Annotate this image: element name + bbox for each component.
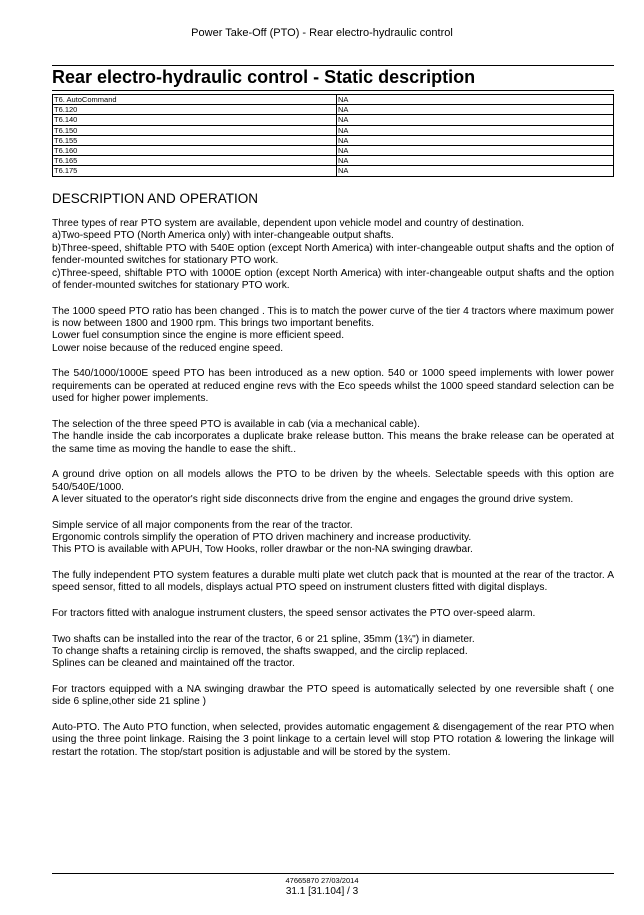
- footer-document-reference: 47665870 27/03/2014: [285, 876, 359, 885]
- footer-page-reference: 31.1 [31.104] / 3: [285, 886, 359, 897]
- description-paragraph: [52, 722, 614, 759]
- paragraph-line: The handle inside the cab incorporates a duplicate brake release button. This means the brake release can be operated at the same time as moving the handle to ease the shift..: [52, 431, 614, 455]
- section-title: Rear electro-hydraulic control - Static description: [52, 67, 476, 87]
- applicability-cell: NA: [337, 135, 614, 145]
- table-row: [53, 156, 614, 166]
- table-row: [53, 135, 614, 145]
- model-cell: T6.160: [53, 145, 337, 155]
- description-paragraph: [52, 368, 614, 405]
- footer-rule: [52, 873, 614, 874]
- paragraph-line: Three types of rear PTO system are available, dependent upon vehicle model and country of destination.: [52, 218, 525, 229]
- paragraph-line: b)Three-speed, shiftable PTO with 540E option (except North America) with inter-changeable output shafts and the option of fender-mounted switches for stationary PTO work.: [52, 242, 614, 267]
- description-paragraph: [52, 520, 614, 557]
- paragraph-line: Lower noise because of the reduced engine speed.: [52, 342, 284, 354]
- description-paragraph: [52, 218, 614, 292]
- paragraph-line: a)Two-speed PTO (North America only) with inter-changeable output shafts.: [52, 230, 394, 242]
- table-row: [53, 95, 614, 105]
- description-paragraph: [52, 608, 614, 620]
- paragraph-line: A ground drive option on all models allows the PTO to be driven by the wheels. Selectable speeds with this option are 540/540E/1000.: [52, 469, 614, 493]
- paragraph-line: The 1000 speed PTO ratio has been changed . This is to match the power curve of the tier 4 tractors where maximum power is now between 1800 and 1900 rpm. This brings two important benefits.: [52, 305, 614, 330]
- model-cell: T6. AutoCommand: [53, 95, 337, 105]
- paragraph-line: This PTO is available with APUH, Tow Hooks, roller drawbar or the non-NA swinging drawbar.: [52, 544, 473, 556]
- paragraph-line: The selection of the three speed PTO is available in cab (via a mechanical cable).: [52, 418, 420, 430]
- paragraph-line: For tractors fitted with analogue instrument clusters, the speed sensor activates the PTO over-speed alarm.: [52, 608, 536, 620]
- model-cell: T6.165: [53, 156, 337, 166]
- paragraph-line: Splines can be cleaned and maintained off the tractor.: [52, 658, 295, 670]
- table-row: [53, 166, 614, 176]
- model-cell: T6.120: [53, 105, 337, 115]
- description-paragraph: [52, 634, 614, 671]
- model-cell: T6.140: [53, 115, 337, 125]
- description-paragraph: [52, 306, 614, 356]
- model-cell: T6.155: [53, 135, 337, 145]
- paragraph-line: c)Three-speed, shiftable PTO with 1000E option (except North America) with inter-changeable output shafts and the option of fender-mounted switches for stationary PTO work.: [52, 267, 614, 292]
- applicability-cell: NA: [337, 125, 614, 135]
- paragraph-line: For tractors equipped with a NA swinging drawbar the PTO speed is automatically selected by one reversible shaft ( one side 6 spline,other side 21 spline ): [52, 684, 614, 708]
- applicability-cell: NA: [337, 166, 614, 176]
- table-row: [53, 105, 614, 115]
- applicability-cell: NA: [337, 95, 614, 105]
- title-rule-bottom: [52, 90, 614, 91]
- paragraph-line: Ergonomic controls simplify the operation of PTO driven machinery and increase productivity.: [52, 532, 472, 544]
- description-paragraph: [52, 419, 614, 456]
- description-paragraph: [52, 469, 614, 506]
- description-body: [52, 218, 614, 772]
- table-row: [53, 115, 614, 125]
- applicability-cell: NA: [337, 145, 614, 155]
- paragraph-line: Auto-PTO. The Auto PTO function, when selected, provides automatic engagement & disengagement of the rear PTO when using the three point linkage. Raising the 3 point linkage to a certain level will stop PTO rotation & lowering the linkage will restart the rotation. The stop/start position is adjustable and will be stored by the system.: [52, 722, 614, 758]
- description-heading: DESCRIPTION AND OPERATION: [52, 191, 259, 206]
- paragraph-line: Lower fuel consumption since the engine is more efficient speed.: [52, 330, 345, 342]
- table-row: [53, 145, 614, 155]
- model-cell: T6.175: [53, 166, 337, 176]
- description-paragraph: [52, 570, 614, 595]
- applicability-cell: NA: [337, 105, 614, 115]
- table-row: [53, 125, 614, 135]
- model-cell: T6.150: [53, 125, 337, 135]
- paragraph-line: To change shafts a retaining circlip is removed, the shafts swapped, and the circlip replaced.: [52, 646, 468, 658]
- paragraph-line: A lever situated to the operator's right side disconnects drive from the engine and engages the ground drive system.: [52, 494, 574, 506]
- applicability-cell: NA: [337, 115, 614, 125]
- title-rule-top: [52, 65, 614, 66]
- description-paragraph: [52, 684, 614, 709]
- paragraph-line: Two shafts can be installed into the rear of the tractor, 6 or 21 spline, 35mm (1¾") in diameter.: [52, 633, 475, 645]
- paragraph-line: The 540/1000/1000E speed PTO has been introduced as a new option. 540 or 1000 speed implements with lower power requirements can be operated at reduced engine revs with the Eco speeds whilst the 1000 speed standard selection can be used for higher power implements.: [52, 368, 614, 405]
- paragraph-line: The fully independent PTO system features a durable multi plate wet clutch pack that is mounted at the rear of the tractor. A speed sensor, fitted to all models, displays actual PTO speed on instrument clusters fitted with digital displays.: [52, 570, 614, 594]
- running-header: Power Take-Off (PTO) - Rear electro-hydraulic control: [191, 27, 453, 39]
- applicability-cell: NA: [337, 156, 614, 166]
- model-applicability-table: [52, 94, 614, 177]
- paragraph-line: Simple service of all major components from the rear of the tractor.: [52, 519, 353, 531]
